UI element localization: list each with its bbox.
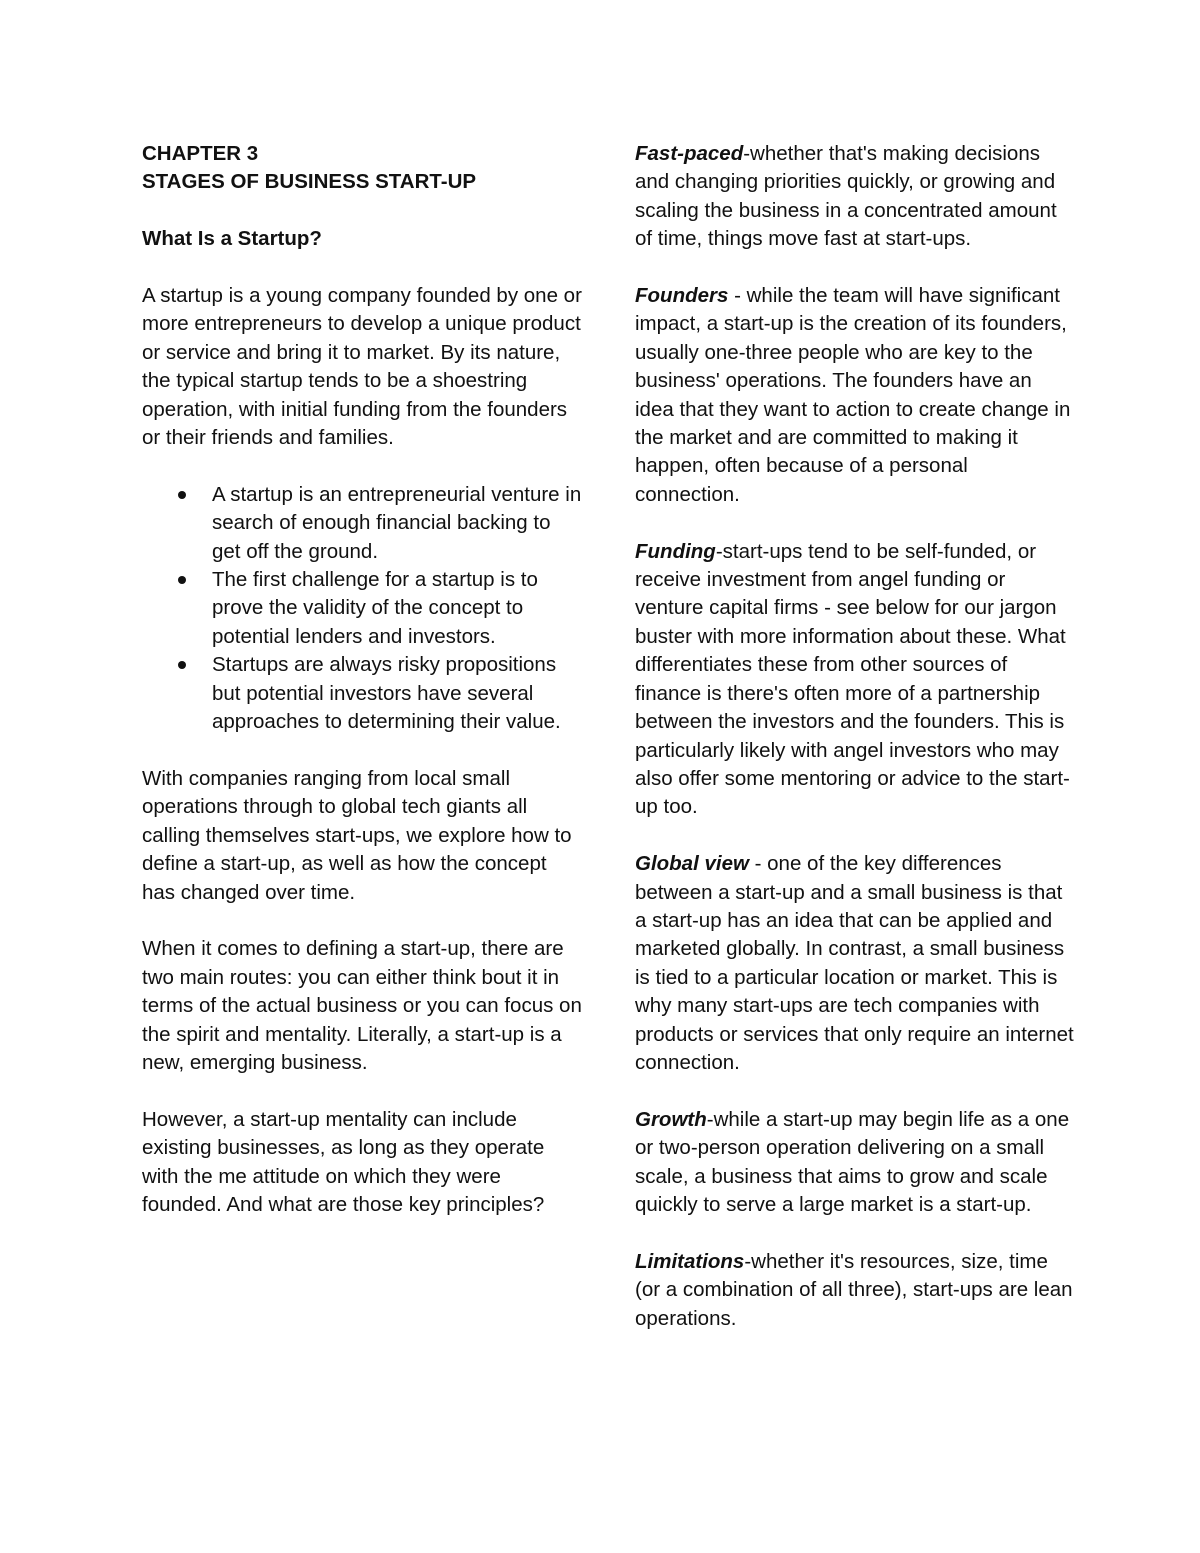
definition-global-view xyxy=(635,850,1075,1077)
definition-fast-paced xyxy=(635,140,1075,254)
term-description: - while the team will have significant impact, a start-up is the creation of its founders, usually one-three people who are key to the business' operations. The founders have an idea that they want to action to create change in the market and are committed to making it happen, often because of a personal connection. xyxy=(635,284,1071,506)
term-description: -while a start-up may begin life as a one or two-person operation delivering on a small scale, a business that aims to grow and scale quickly to serve a large market is a start-up. xyxy=(635,1107,1070,1216)
term-description: -whether it's resources, size, time (or a combination of all three), start-ups are lean operations. xyxy=(635,1249,1073,1330)
bullet-text: The first challenge for a startup is to prove the validity of the concept to potential lenders and investors. xyxy=(212,568,538,648)
chapter-label: CHAPTER 3 xyxy=(142,142,259,165)
bullet-text: Startups are always risky propositions but potential investors have several approaches to determining their value. xyxy=(212,653,561,734)
intro-paragraph: A startup is a young company founded by one or more entrepreneurs to develop a unique product or service and bring it to market. By its nature, the typical startup tends to be a shoestring operation, with initial funding from the founders or their friends and families. xyxy=(142,284,582,450)
bullet-item xyxy=(142,566,582,651)
spacer xyxy=(142,197,582,225)
term-label: Global view xyxy=(635,852,749,876)
term-description: -whether that's making decisions and changing priorities quickly, or growing and scaling the business in a concentrated amount of time, things move fast at start-ups. xyxy=(635,142,1057,251)
spacer xyxy=(142,254,582,282)
term-label: Fast-paced xyxy=(635,142,744,165)
term-label: Funding xyxy=(635,539,716,563)
left-column xyxy=(142,140,582,1219)
term-description: - one of the key differences between a start-up and a small business is that a start-up has an idea that can be applied and marketed globally. In contrast, a small business is tied to a particular location or market. This is why many start-ups are tech companies with products or services that only require an internet connection. xyxy=(635,852,1074,1074)
bullet-item xyxy=(142,481,582,566)
chapter-title: STAGES OF BUSINESS START-UP xyxy=(142,170,477,194)
definition-growth xyxy=(635,1106,1075,1220)
definition-founders xyxy=(635,282,1075,509)
paragraph-mentality: However, a start-up mentality can include existing businesses, as long as they operate with the me attitude on which they were founded. And what are those key principles? xyxy=(142,1107,545,1216)
definition-limitations xyxy=(635,1248,1075,1333)
bullet-item xyxy=(142,651,582,736)
bullet-icon xyxy=(178,491,186,499)
bullet-icon xyxy=(178,661,186,669)
bullet-icon xyxy=(178,576,186,584)
paragraph-defining: When it comes to defining a start-up, there are two main routes: you can either think bout it in terms of the actual business or you can focus on the spirit and mentality. Literally, a start-up is a new, emerging business. xyxy=(142,937,582,1074)
paragraph-companies: With companies ranging from local small operations through to global tech giants all calling themselves start-ups, we explore how to define a start-up, as well as how the concept has changed over time. xyxy=(142,766,572,904)
term-label: Limitations xyxy=(635,1249,745,1273)
term-label: Founders xyxy=(635,284,729,308)
term-label: Growth xyxy=(635,1107,707,1131)
term-description: -start-ups tend to be self-funded, or receive investment from angel funding or venture capital firms - see below for our jargon buster with more information about these. What differentiates these from other sources of finance is there's often more of a partnership between the investors and the founders. This is particularly likely with angel investors who may also offer some mentoring or advice to the start-up too. xyxy=(635,539,1070,819)
right-column xyxy=(635,140,1075,1333)
definition-funding xyxy=(635,538,1075,822)
bullet-text: A startup is an entrepreneurial venture in search of enough financial backing to get off the ground. xyxy=(212,482,582,563)
section-heading: What Is a Startup? xyxy=(142,227,322,251)
bullet-list xyxy=(142,481,582,737)
